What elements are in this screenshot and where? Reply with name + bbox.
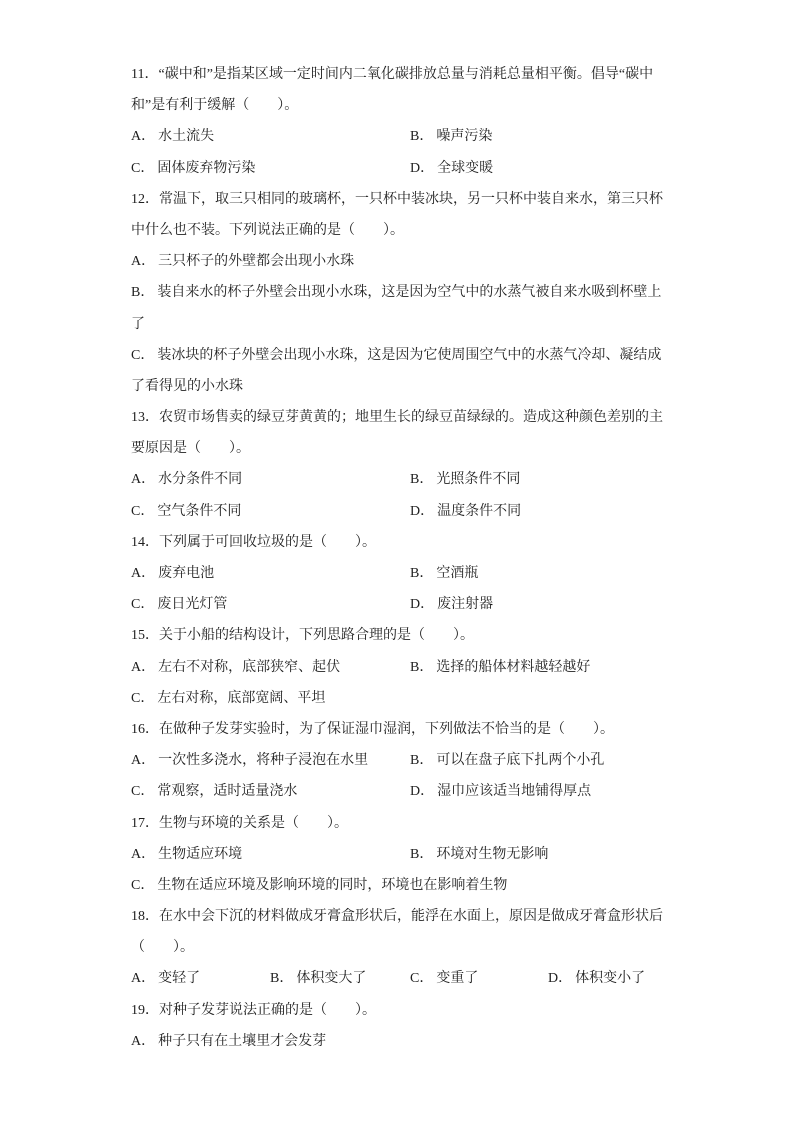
question-stem-line xyxy=(131,402,671,433)
option-label: C． xyxy=(131,503,155,519)
option-text: 了 xyxy=(131,316,145,332)
question-stem-line xyxy=(131,59,671,90)
option-text: 变轻了 xyxy=(158,971,201,987)
option-text: 了看得见的小水珠 xyxy=(131,378,243,394)
option-text: 变重了 xyxy=(436,971,479,987)
question-number: 19． xyxy=(131,1002,159,1018)
option-row xyxy=(131,496,671,527)
option-text: 生物在适应环境及影响环境的同时，环境也在影响着生物 xyxy=(157,877,508,893)
option-text: 空气条件不同 xyxy=(157,503,242,519)
option-label: C． xyxy=(131,690,155,706)
option-text: 水分条件不同 xyxy=(158,472,243,488)
option-text: 可以在盘子底下扎两个小孔 xyxy=(436,753,605,769)
option-text: 温度条件不同 xyxy=(437,503,522,519)
option-b xyxy=(131,277,661,308)
option-d xyxy=(410,496,521,527)
question-number: 17． xyxy=(131,815,159,831)
option-b xyxy=(410,745,604,776)
question-text: 和”是有利于缓解（ ）。 xyxy=(131,98,299,114)
option-c xyxy=(131,683,325,714)
option-c xyxy=(131,340,661,371)
question-18 xyxy=(131,901,671,995)
question-19 xyxy=(131,995,671,1057)
option-d xyxy=(548,963,645,994)
option-row xyxy=(131,121,671,152)
option-text: 体积变大了 xyxy=(296,971,367,987)
question-stem-line xyxy=(131,527,671,558)
option-label: B． xyxy=(410,566,434,581)
question-text: 对种子发芽说法正确的是（ ）。 xyxy=(159,1002,376,1018)
option-label: B． xyxy=(131,285,155,301)
option-text: 废注射器 xyxy=(437,597,494,613)
option-row xyxy=(131,963,671,994)
question-17 xyxy=(131,808,671,902)
option-c xyxy=(131,776,297,807)
option-label: B． xyxy=(410,129,434,145)
option-label: D． xyxy=(410,160,435,176)
question-stem-line xyxy=(131,184,671,215)
option-text: 湿巾应该适当地铺得厚点 xyxy=(437,784,592,800)
option-d xyxy=(410,776,591,807)
option-b xyxy=(410,464,520,495)
option-c xyxy=(410,963,478,994)
option-label: C． xyxy=(131,347,155,363)
question-stem-line xyxy=(131,215,671,246)
option-c xyxy=(131,153,255,184)
option-label: C． xyxy=(131,877,155,893)
option-row xyxy=(131,153,671,184)
option-label: B． xyxy=(410,472,434,488)
question-16 xyxy=(131,714,671,808)
question-number: 12． xyxy=(131,191,159,207)
option-label: C． xyxy=(131,160,155,176)
question-text: 在做种子发芽实验时，为了保证湿巾湿润，下列做法不恰当的是（ ）。 xyxy=(159,721,614,737)
question-text: 中什么也不装。下列说法正确的是（ ）。 xyxy=(131,222,404,238)
option-label: A． xyxy=(131,659,156,675)
option-label: A． xyxy=(131,472,156,488)
option-a xyxy=(131,963,200,994)
option-row xyxy=(131,464,671,495)
question-13 xyxy=(131,402,671,527)
question-stem-line xyxy=(131,90,671,121)
question-number: 13． xyxy=(131,410,159,426)
option-label: A． xyxy=(131,254,156,270)
question-text: “碳中和”是指某区域一定时间内二氧化碳排放总量与消耗总量相平衡。倡导“碳中 xyxy=(158,67,654,82)
option-b xyxy=(410,121,492,152)
question-number: 18． xyxy=(131,909,159,925)
option-text: 固体废弃物污染 xyxy=(157,160,256,176)
option-a xyxy=(131,839,242,870)
option-text: 水土流失 xyxy=(158,129,215,145)
option-text: 三只杯子的外壁都会出现小水珠 xyxy=(158,254,355,270)
option-text: 装冰块的杯子外壁会出现小水珠，这是因为它使周围空气中的水蒸气冷却、凝结成 xyxy=(157,347,662,363)
option-b xyxy=(410,558,478,589)
option-row xyxy=(131,558,671,589)
option-text: 左右不对称，底部狭窄、起伏 xyxy=(158,659,341,675)
option-label: B． xyxy=(410,659,434,675)
option-row xyxy=(131,1026,671,1057)
option-a xyxy=(131,121,214,152)
option-d xyxy=(410,153,493,184)
question-11 xyxy=(131,59,671,184)
option-label: A． xyxy=(131,566,156,581)
option-a xyxy=(131,464,242,495)
option-row xyxy=(131,776,671,807)
question-15 xyxy=(131,620,671,714)
option-a xyxy=(131,745,368,776)
option-text: 光照条件不同 xyxy=(436,472,521,488)
question-stem-line xyxy=(131,932,671,963)
option-c xyxy=(131,870,507,901)
question-stem-line xyxy=(131,620,671,651)
option-c xyxy=(131,496,241,527)
question-number: 16． xyxy=(131,721,159,737)
question-number: 15． xyxy=(131,628,159,644)
option-row xyxy=(131,277,671,308)
option-continuation xyxy=(131,309,671,340)
option-label: A． xyxy=(131,753,156,769)
option-label: C． xyxy=(131,784,155,800)
question-stem-line xyxy=(131,714,671,745)
option-c xyxy=(131,589,227,620)
option-b xyxy=(410,839,548,870)
option-text: 噪声污染 xyxy=(436,129,493,145)
question-12 xyxy=(131,184,671,402)
question-text: 在水中会下沉的材料做成牙膏盒形状后，能浮在水面上，原因是做成牙膏盒形状后 xyxy=(159,909,663,925)
question-stem-line xyxy=(131,808,671,839)
option-text: 装自来水的杯子外壁会出现小水珠，这是因为空气中的水蒸气被自来水吸到杯壁上 xyxy=(157,285,662,301)
question-number: 11． xyxy=(131,67,159,82)
question-text: 下列属于可回收垃圾的是（ ）。 xyxy=(159,534,376,550)
option-row xyxy=(131,839,671,870)
option-text: 全球变暖 xyxy=(437,160,494,176)
question-number: 14． xyxy=(131,534,159,550)
option-row xyxy=(131,589,671,620)
question-text: 生物与环境的关系是（ ）。 xyxy=(159,815,348,831)
option-label: D． xyxy=(548,971,573,987)
option-label: A． xyxy=(131,1033,156,1049)
exam-page-content xyxy=(131,59,671,1057)
option-d xyxy=(410,589,493,620)
option-row xyxy=(131,683,671,714)
option-text: 废弃电池 xyxy=(158,566,215,581)
option-continuation xyxy=(131,371,671,402)
option-text: 常观察，适时适量浇水 xyxy=(157,784,298,800)
option-a xyxy=(131,1026,326,1057)
option-row xyxy=(131,652,671,683)
option-label: B． xyxy=(410,846,434,862)
question-stem-line xyxy=(131,995,671,1026)
option-label: C． xyxy=(410,971,434,987)
option-label: D． xyxy=(410,784,435,800)
option-text: 空酒瓶 xyxy=(436,566,479,581)
option-row xyxy=(131,246,671,277)
question-14 xyxy=(131,527,671,621)
option-row xyxy=(131,340,671,371)
option-text: 左右对称，底部宽阔、平坦 xyxy=(157,690,326,706)
question-text: 要原因是（ ）。 xyxy=(131,441,250,457)
option-label: D． xyxy=(410,503,435,519)
option-label: C． xyxy=(131,597,155,613)
option-b xyxy=(270,963,366,994)
question-text: （ ）。 xyxy=(131,940,194,956)
option-text: 环境对生物无影响 xyxy=(436,846,549,862)
option-a xyxy=(131,246,354,277)
question-stem-line xyxy=(131,433,671,464)
option-row xyxy=(131,870,671,901)
option-text: 一次性多浇水，将种子浸泡在水里 xyxy=(158,753,369,769)
option-b xyxy=(410,652,590,683)
option-label: A． xyxy=(131,971,156,987)
question-text: 关于小船的结构设计，下列思路合理的是（ ）。 xyxy=(159,628,474,644)
option-text: 种子只有在土壤里才会发芽 xyxy=(158,1033,327,1049)
option-label: B． xyxy=(410,753,434,769)
option-text: 生物适应环境 xyxy=(158,846,243,862)
question-stem-line xyxy=(131,901,671,932)
option-row xyxy=(131,745,671,776)
option-a xyxy=(131,652,340,683)
option-a xyxy=(131,558,214,589)
option-label: B． xyxy=(270,971,294,987)
option-text: 体积变小了 xyxy=(575,971,646,987)
option-text: 废日光灯管 xyxy=(157,597,228,613)
option-label: A． xyxy=(131,846,156,862)
question-text: 常温下，取三只相同的玻璃杯，一只杯中装冰块，另一只杯中装自来水，第三只杯 xyxy=(159,191,663,207)
question-text: 农贸市场售卖的绿豆芽黄黄的；地里生长的绿豆苗绿绿的。造成这种颜色差别的主 xyxy=(159,410,663,426)
option-text: 选择的船体材料越轻越好 xyxy=(436,659,591,675)
option-label: D． xyxy=(410,597,435,613)
option-label: A． xyxy=(131,129,156,145)
